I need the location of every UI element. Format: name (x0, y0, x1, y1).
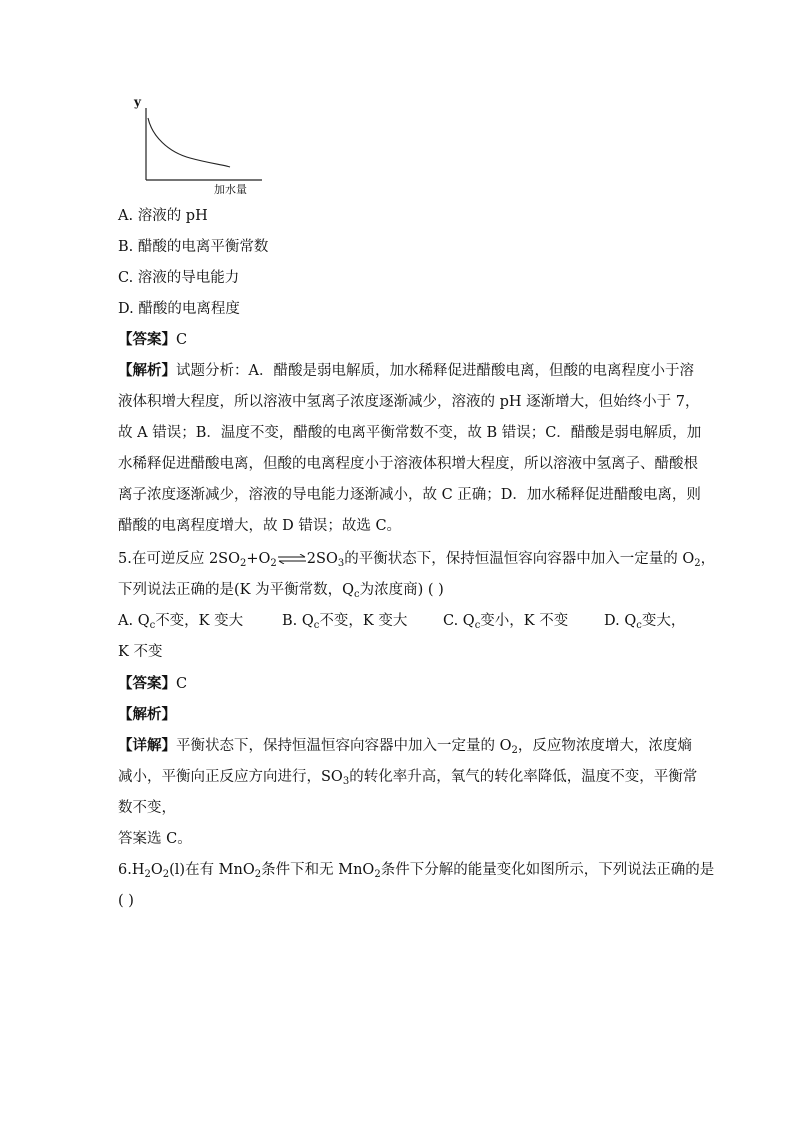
q5-option-a-label: A. Q (118, 613, 150, 629)
q5-option-d-text: 变大， (641, 613, 686, 629)
q6-sub: 2 (162, 869, 170, 880)
q6-sub: 2 (374, 869, 381, 880)
q5-prefix: 5.在可逆反应 2SO (118, 551, 240, 567)
q5-sub: c (636, 620, 642, 631)
q5-answer-line (118, 674, 187, 694)
q5-detail-text-2a: 减小，平衡向正反应方向进行，SO (118, 769, 343, 785)
q5-sub: 3 (337, 558, 345, 569)
q5-line2-a: 下列说法正确的是(K 为平衡常数，Q (118, 582, 354, 598)
q5-option-d-continued: K 不变 (118, 644, 163, 660)
q4-option-c: C. 溶液的导电能力 (118, 270, 240, 286)
q4-analysis-line-6: 醋酸的电离程度增大，故 D 错误；故选 C。 (118, 518, 402, 534)
q5-analysis-tag: 【解析】 (118, 706, 176, 723)
q5-sub: c (354, 589, 360, 600)
q5-sub: 2 (240, 558, 247, 569)
q4-analysis-line-2: 液体积增大程度，所以溶液中氢离子浓度逐渐减少，溶液的 pH 逐渐增大，但始终小于 7， (118, 394, 700, 410)
q5-option-c (443, 611, 568, 631)
dilution-graph (128, 92, 268, 200)
q5-option-d (604, 611, 685, 631)
q4-analysis-tag: 【解析】 (118, 362, 176, 379)
q5-sub: 2 (270, 558, 277, 569)
equilibrium-arrow-icon (277, 554, 307, 564)
q5-conclusion: 答案选 C。 (118, 831, 192, 847)
graph-y-label: y (134, 95, 141, 109)
q5-answer-tag: 【答案】 (118, 675, 176, 692)
q5-product: 2SO (306, 551, 338, 567)
graph-x-label: 加水量 (214, 183, 247, 196)
q6-stem-line-2: ( ) (118, 893, 134, 909)
q5-option-a-text: 不变，K 变大 (155, 613, 244, 629)
q5-option-c-text: 变小，K 不变 (480, 613, 569, 629)
dilution-curve-svg (128, 92, 268, 200)
q6-text-e: 条件下分解的能量变化如图所示，下列说法正确的是 (380, 862, 715, 878)
q6-text-d: 条件下和无 MnO (261, 862, 375, 878)
q5-option-a (118, 611, 243, 631)
q5-answer-value: C (176, 676, 188, 692)
q5-suffix: 的平衡状态下，保持恒温恒容向容器中加入一定量的 O (344, 551, 695, 567)
q5-sub: c (149, 620, 156, 631)
q5-detail-line-2 (118, 767, 697, 787)
q4-option-a: A. 溶液的 pH (118, 208, 208, 224)
q4-analysis-line-1 (118, 361, 694, 381)
q4-analysis-line-4: 水稀释促进醋酸电离，但酸的电离程度小于溶液体积增大程度，所以溶液中氢离子、醋酸根 (118, 456, 698, 472)
q5-sub: c (313, 620, 320, 631)
q5-option-b-text: 不变，K 变大 (319, 613, 408, 629)
q5-stem-line-2 (118, 580, 444, 600)
q5-detail-line-1 (118, 736, 692, 756)
q4-answer-value: C (176, 332, 188, 348)
q5-line2-b: 为浓度商) ( ) (359, 582, 444, 598)
q5-sub: 3 (342, 776, 350, 787)
q5-detail-text-1a: 平衡状态下，保持恒温恒容向容器中加入一定量的 O (176, 738, 512, 754)
q5-sub: 2 (511, 745, 518, 756)
q5-sub: 2 (694, 558, 701, 569)
q6-text-a: 6.H (118, 862, 145, 878)
q5-detail-tag: 【详解】 (118, 737, 176, 754)
q4-option-b: B. 醋酸的电离平衡常数 (118, 239, 269, 255)
q6-sub: 2 (144, 869, 151, 880)
q6-sub: 2 (254, 869, 262, 880)
q4-analysis-line-3: 故 A 错误；B．温度不变，醋酸的电离平衡常数不变，故 B 错误；C．醋酸是弱电解质，加 (118, 425, 702, 441)
q5-option-c-label: C. Q (443, 613, 475, 629)
q5-option-d-label: D. Q (604, 613, 637, 629)
q5-sub: c (474, 620, 481, 631)
q4-analysis-line-5: 离子浓度逐渐减少，溶液的导电能力逐渐减小，故 C 正确；D．加水稀释促进醋酸电离，则 (118, 487, 701, 503)
q4-option-d: D. 醋酸的电离程度 (118, 301, 240, 317)
q6-stem-line-1 (118, 860, 714, 880)
q6-text-b: O (150, 862, 163, 878)
q5-option-b (282, 611, 407, 631)
q4-answer-line (118, 330, 187, 350)
q4-analysis-text-1: 试题分析：A．醋酸是弱电解质，加水稀释促进醋酸电离，但酸的电离程度小于溶 (176, 363, 694, 379)
q5-end: ， (700, 551, 716, 567)
decreasing-curve (148, 118, 230, 167)
q5-stem-line-1 (118, 549, 715, 569)
q5-detail-text-1b: ，反应物浓度增大，浓度熵 (517, 738, 692, 754)
q5-option-b-label: B. Q (282, 613, 314, 629)
q5-detail-text-2b: 的转化率升高，氧气的转化率降低，温度不变，平衡常 (349, 769, 698, 785)
q5-detail-line-3: 数不变， (118, 800, 176, 816)
q6-text-c: (l)在有 MnO (169, 862, 255, 878)
q4-answer-tag: 【答案】 (118, 331, 176, 348)
q5-plus: +O (246, 551, 271, 567)
